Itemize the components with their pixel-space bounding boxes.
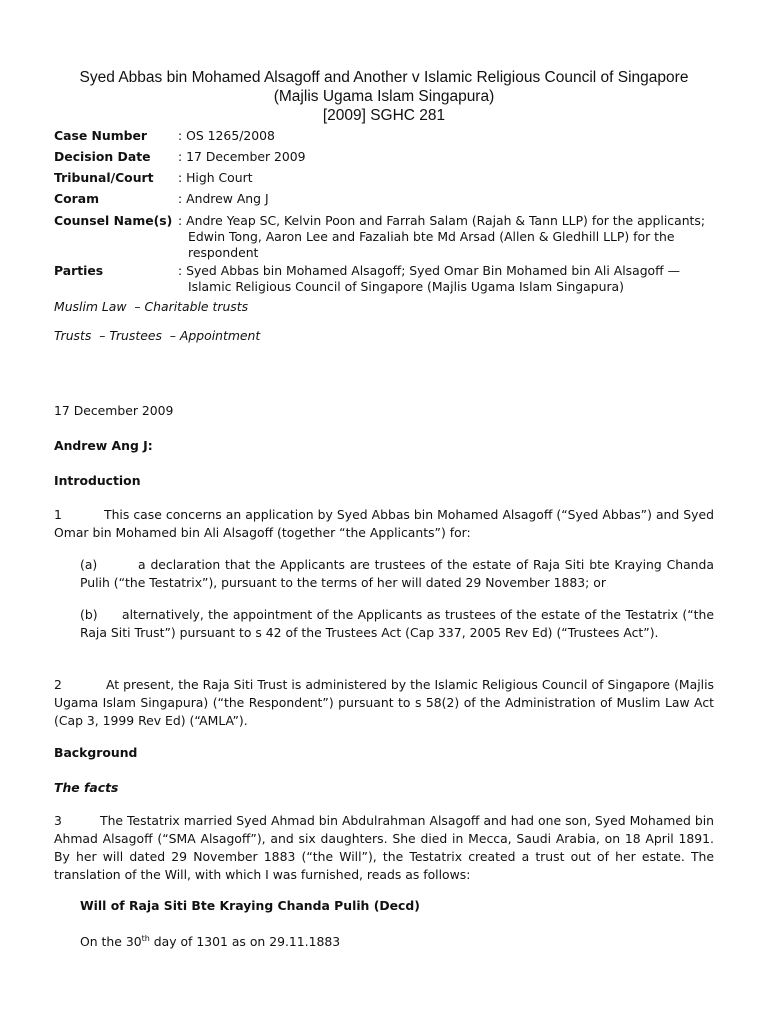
judgment-date: 17 December 2009 — [54, 403, 174, 418]
para-number: (a) — [80, 557, 98, 572]
paragraph-2 — [54, 676, 714, 730]
ordinal-suffix: th — [141, 934, 150, 943]
para-number: 3 — [54, 813, 62, 828]
case-title — [0, 68, 768, 125]
meta-label: Case Number — [54, 128, 148, 143]
paragraph-1a — [80, 556, 714, 592]
meta-value: : High Court — [178, 170, 253, 185]
heading-background: Background — [54, 745, 138, 760]
para-text: At present, the Raja Siti Trust is administered by the Islamic Religious Council of Singapore (Majlis Ugama Islam Singapura) (“the Respondent”) pursuant to s 58(2) of the Administration of Muslim Law Act (Cap 3, 1999 Rev Ed) (“AMLA”). — [54, 677, 714, 728]
will-text: day of 1301 as on 29.11.1883 — [149, 934, 341, 950]
paragraph-1 — [54, 506, 714, 542]
para-number: (b) — [80, 607, 98, 622]
meta-value: : OS 1265/2008 — [178, 128, 275, 143]
citation: [2009] SGHC 281 — [322, 107, 446, 124]
para-number: 1 — [54, 507, 62, 522]
title-line: Syed Abbas bin Mohamed Alsagoff and Another v Islamic Religious Council of Singapore — [79, 69, 689, 86]
heading-introduction: Introduction — [54, 473, 141, 488]
judge-name: Andrew Ang J: — [54, 438, 153, 453]
heading-facts: The facts — [54, 780, 119, 795]
paragraph-1b — [80, 606, 714, 642]
para-text: The Testatrix married Syed Ahmad bin Abdulrahman Alsagoff and had one son, Syed Mohamed bin Ahmad Alsagoff (“SMA Alsagoff”), and six daughters. She died in Mecca, Saudi Arabia, on 18 April 1891. By her will dated 29 November 1883 (“the Will”), the Testatrix created a trust out of her estate. The translation of the Will, with which I was furnished, reads as follows: — [54, 813, 714, 882]
will-heading: Will of Raja Siti Bte Kraying Chanda Pulih (Decd) — [80, 898, 420, 913]
will-date-line — [80, 934, 340, 949]
title-line: (Majlis Ugama Islam Singapura) — [273, 88, 495, 105]
meta-label: Tribunal/Court — [54, 170, 154, 185]
meta-label: Parties — [54, 263, 104, 278]
para-text: This case concerns an application by Syed Abbas bin Mohamed Alsagoff (“Syed Abbas”) and Syed Omar bin Mohamed bin Ali Alsagoff (together “the Applicants”) for: — [54, 507, 714, 540]
will-text: On the 30 — [80, 934, 142, 950]
meta-label: Counsel Name(s) — [54, 213, 173, 228]
meta-value: : Andrew Ang J — [178, 191, 269, 206]
meta-label: Coram — [54, 191, 99, 206]
paragraph-3 — [54, 812, 714, 884]
para-number: 2 — [54, 677, 62, 692]
para-text: a declaration that the Applicants are trustees of the estate of Raja Siti bte Kraying Chanda Pulih (“the Testatrix”), pursuant to the terms of her will dated 29 November 1883; or — [80, 557, 714, 590]
catchword: Trusts – Trustees – Appointment — [54, 328, 261, 343]
meta-value: : Syed Abbas bin Mohamed Alsagoff; Syed Omar Bin Mohamed bin Ali Alsagoff — Islamic Religious Council of Singapore (Majlis Ugama Islam Singapura) — [178, 263, 681, 294]
meta-label: Decision Date — [54, 149, 151, 164]
para-text: alternatively, the appointment of the Applicants as trustees of the estate of the Testatrix (“the Raja Siti Trust”) pursuant to s 42 of the Trustees Act (Cap 337, 2005 Rev Ed) (“Trustees Act”). — [80, 607, 714, 640]
meta-value: : 17 December 2009 — [178, 149, 306, 164]
catchword: Muslim Law – Charitable trusts — [54, 299, 249, 314]
meta-value: : Andre Yeap SC, Kelvin Poon and Farrah Salam (Rajah & Tann LLP) for the applicants; Edwin Tong, Aaron Lee and Fazaliah bte Md Arsad (Allen & Gledhill LLP) for the respondent — [178, 213, 706, 260]
